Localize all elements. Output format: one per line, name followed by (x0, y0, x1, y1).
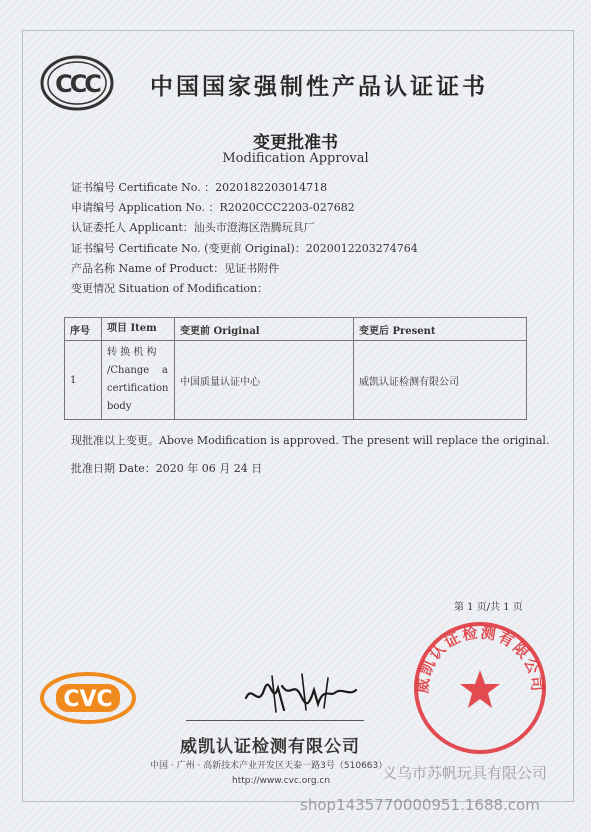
company-seal-stamp (410, 618, 550, 758)
modification-approval-title-en: Modification Approval (222, 151, 369, 166)
row-item-en-2: certification (107, 383, 169, 394)
store-watermark: 义乌市苏帆玩具有限公司 (382, 764, 548, 782)
row-original: 中国质量认证中心 (175, 341, 354, 420)
svg-text:威凯认证检测有限公司: 威凯认证检测有限公司 (413, 623, 547, 694)
row-item (102, 341, 175, 420)
modification-approval-title: 变更批准书 (253, 133, 338, 153)
header-original: 变更前 Original (175, 318, 354, 341)
table-row (65, 341, 527, 420)
company-name: 威凯认证检测有限公司 (180, 737, 360, 757)
svg-text:CVC: CVC (63, 687, 113, 712)
certificate-number: 证书编号 Certificate No. ：2020182203014718 (71, 181, 328, 194)
approval-note: 现批准以上变更。Above Modification is approved. The present will replace the original. (71, 434, 550, 447)
application-number: 申请编号 Application No. ：R2020CCC2203-027682 (71, 201, 355, 215)
svg-text:CCC: CCC (55, 70, 99, 98)
row-no: 1 (65, 341, 102, 420)
header-present: 变更后 Present (354, 318, 527, 341)
original-certificate-number: 证书编号 Certificate No. (变更前 Original)：2020012203274764 (71, 241, 418, 255)
signature-image (232, 668, 362, 716)
header-no: 序号 (65, 318, 102, 341)
company-website: http://www.cvc.org.cn (232, 776, 331, 786)
modification-table (64, 317, 527, 420)
row-item-en-3: body (107, 401, 132, 412)
certificate-main-title: 中国国家强制性产品认证证书 (150, 74, 488, 100)
company-address: 中国 · 广州 · 高新技术产业开发区天泰一路3号（510663） (150, 761, 388, 771)
shop-watermark: shop1435770000951.1688.com (300, 796, 540, 814)
cvc-logo-icon (38, 670, 138, 726)
applicant: 认证委托人 Applicant：汕头市澄海区浩腾玩具厂 (71, 221, 315, 235)
table-header-row (65, 318, 527, 341)
approval-date: 批准日期 Date：2020 年 06 月 24 日 (71, 462, 263, 475)
certificate-info (71, 178, 418, 299)
row-item-cn: 转 换 机 构 (107, 347, 157, 358)
row-item-en-1: /Change a (107, 365, 168, 376)
product-name: 产品名称 Name of Product：见证书附件 (71, 261, 280, 275)
ccc-logo-icon (40, 55, 114, 111)
row-present: 威凯认证检测有限公司 (354, 341, 527, 420)
header-item: 项目 Item (102, 318, 175, 341)
signature-line (186, 720, 364, 721)
modification-situation: 变更情况 Situation of Modification： (71, 282, 269, 296)
page-number: 第 1 页/共 1 页 (454, 602, 523, 613)
